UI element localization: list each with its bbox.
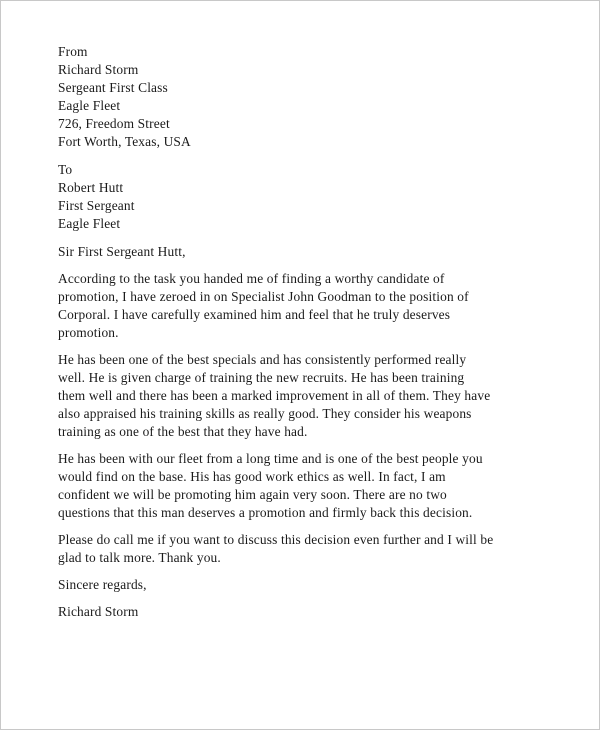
paragraph-3 — [58, 450, 558, 522]
paragraph-line: also appraised his training skills as really good. They consider his weapons — [58, 406, 472, 421]
closing — [58, 576, 558, 594]
paragraph-2 — [58, 351, 558, 441]
paragraph-line: promotion. — [58, 325, 119, 340]
paragraph-line: Corporal. I have carefully examined him and feel that he truly deserves — [58, 307, 451, 322]
paragraph-line: questions that this man deserves a promotion and firmly back this decision. — [58, 505, 473, 520]
paragraph-line: would find on the base. His has good work ethics as well. In fact, I am — [58, 469, 446, 484]
sender-unit: Eagle Fleet — [58, 98, 121, 113]
sender-name: Richard Storm — [58, 62, 139, 77]
recipient-name: Robert Hutt — [58, 180, 124, 195]
paragraph-1 — [58, 270, 558, 342]
paragraph-line: promotion, I have zeroed in on Specialist John Goodman to the position of — [58, 289, 469, 304]
paragraph-line: Please do call me if you want to discuss this decision even further and I will be — [58, 532, 494, 547]
paragraph-line: According to the task you handed me of finding a worthy candidate of — [58, 271, 445, 286]
sender-rank: Sergeant First Class — [58, 80, 168, 95]
signature — [58, 603, 558, 621]
sender-street: 726, Freedom Street — [58, 116, 170, 131]
paragraph-4 — [58, 531, 558, 567]
sender-city: Fort Worth, Texas, USA — [58, 134, 191, 149]
sender-block — [58, 43, 558, 151]
paragraph-line: confident we will be promoting him again very soon. There are no two — [58, 487, 447, 502]
paragraph-line: He has been with our fleet from a long time and is one of the best people you — [58, 451, 483, 466]
paragraph-line: them well and there has been a marked improvement in all of them. They have — [58, 388, 491, 403]
salutation — [58, 243, 558, 261]
signature-name: Richard Storm — [58, 604, 139, 619]
salutation-text: Sir First Sergeant Hutt, — [58, 244, 186, 259]
recipient-label: To — [58, 162, 73, 177]
paragraph-line: He has been one of the best specials and has consistently performed really — [58, 352, 467, 367]
sender-label: From — [58, 44, 88, 59]
recipient-rank: First Sergeant — [58, 198, 135, 213]
recipient-unit: Eagle Fleet — [58, 216, 121, 231]
closing-text: Sincere regards, — [58, 577, 147, 592]
paragraph-line: well. He is given charge of training the new recruits. He has been training — [58, 370, 465, 385]
paragraph-line: glad to talk more. Thank you. — [58, 550, 221, 565]
letter-body — [58, 43, 558, 630]
paragraph-line: training as one of the best that they have had. — [58, 424, 308, 439]
recipient-block — [58, 161, 558, 233]
